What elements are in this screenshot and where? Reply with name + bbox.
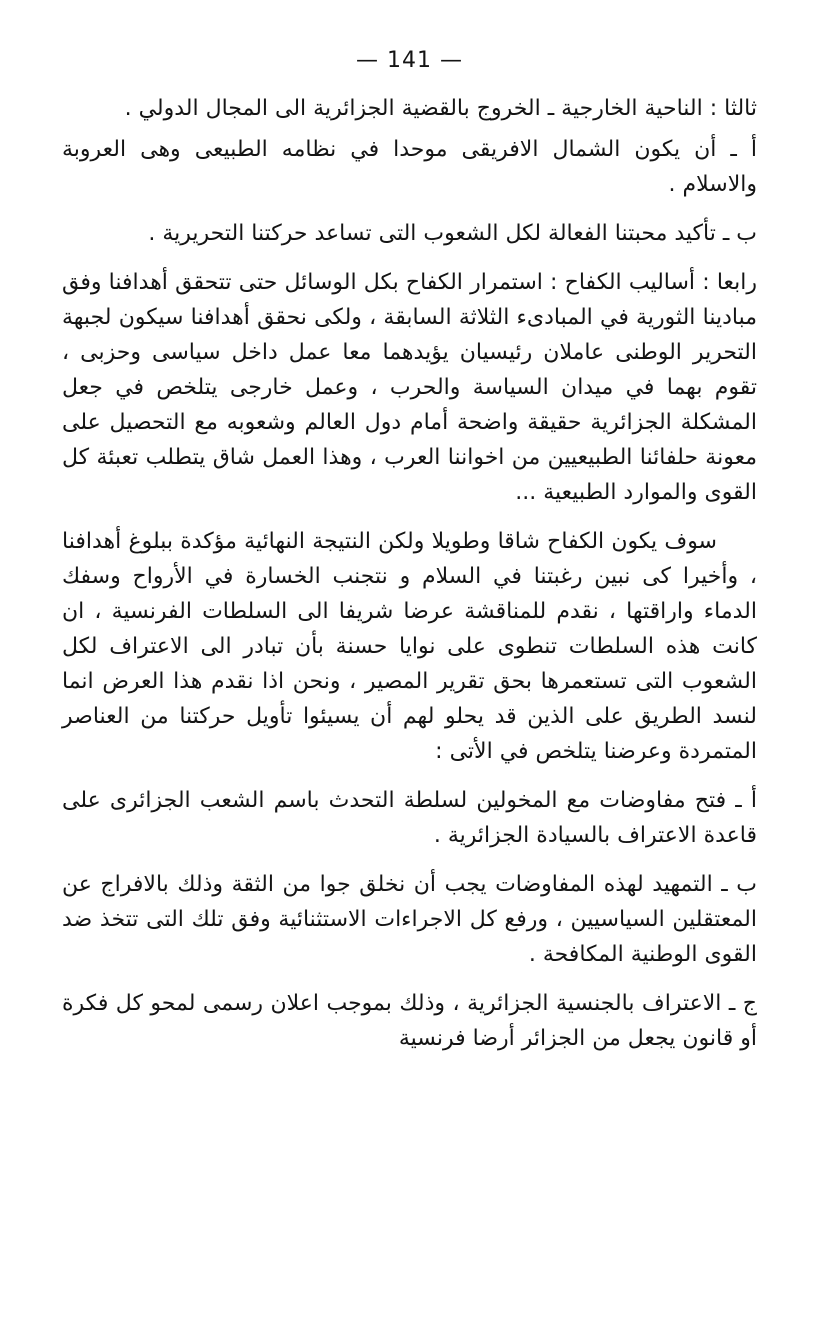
paragraph-external-aspect: ثالثا : الناحية الخارجية ـ الخروج بالقضية الجزائرية الى المجال الدولي . xyxy=(124,96,757,121)
paragraph-negotiation-offer: سوف يكون الكفاح شاقا وطويلا ولكن النتيجة النهائية مؤكدة ببلوغ أهدافنا ، وأخيرا كى نبين رغبتنا في السلام و نتجنب الخسارة في الأرواح وسفك الدماء واراقتها ، نقدم للمناقشة عرضا شريفا الى السلطات الفرنسية ، ان كانت هذه السلطات تنطوى على نوايا حسنة بأن تبادر الى الاعتراف لكل الشعوب التى تستعمرها بحق تقرير المصير ، ونحن اذا نقدم هذا العرض انما لنسد الطريق على الذين قد يحلو لهم أن يسيئوا تأويل حركتنا من العناصر المتمردة وعرضنا يتلخص في الأتى : xyxy=(62,529,757,764)
page-number: — 141 — xyxy=(356,48,463,73)
paragraph-offer-c-nationality: ج ـ الاعتراف بالجنسية الجزائرية ، وذلك بموجب اعلان رسمى لمحو كل فكرة أو قانون يجعل من الجزائر أرضا فرنسية xyxy=(62,991,757,1051)
paragraph-methods-of-struggle: رابعا : أساليب الكفاح : استمرار الكفاح بكل الوسائل حتى تتحقق أهدافنا وفق مبادينا الثورية في المبادىء الثلاثة السابقة ، ولكى نحقق أهدافنا سيكون لجبهة التحرير الوطنى عاملان رئيسيان يؤيدهما معا عمل داخل سياسى وحزبى ، تقوم بهما في ميدان السياسة والحرب ، وعمل خارجى يتلخص في جعل المشكلة الجزائرية حقيقة واضحة أمام دول العالم وشعوبه مع التحصيل على معونة حلفائنا الطبيعيين من اخواننا العرب ، وهذا العمل شاق يتطلب تعبئة كل القوى والموارد الطبيعية ... xyxy=(62,270,757,505)
page-body xyxy=(62,91,757,1056)
paragraph-point-b-solidarity: ب ـ تأكيد محبتنا الفعالة لكل الشعوب التى تساعد حركتنا التحريرية . xyxy=(148,221,757,246)
paragraph-point-a-north-africa: أ ـ أن يكون الشمال الافريقى موحدا في نظامه الطبيعى وهى العروبة والاسلام . xyxy=(62,137,757,197)
paragraph-offer-b-preparation: ب ـ التمهيد لهذه المفاوضات يجب أن نخلق جوا من الثقة وذلك بالافراج عن المعتقلين السياسيين ، ورفع كل الاجراءات الاستثنائية وفق تلك التى تتخذ ضد القوى الوطنية المكافحة . xyxy=(62,872,757,967)
paragraph-offer-a-negotiations: أ ـ فتح مفاوضات مع المخولين لسلطة التحدث باسم الشعب الجزائرى على قاعدة الاعتراف بالسيادة الجزائرية . xyxy=(62,788,757,848)
